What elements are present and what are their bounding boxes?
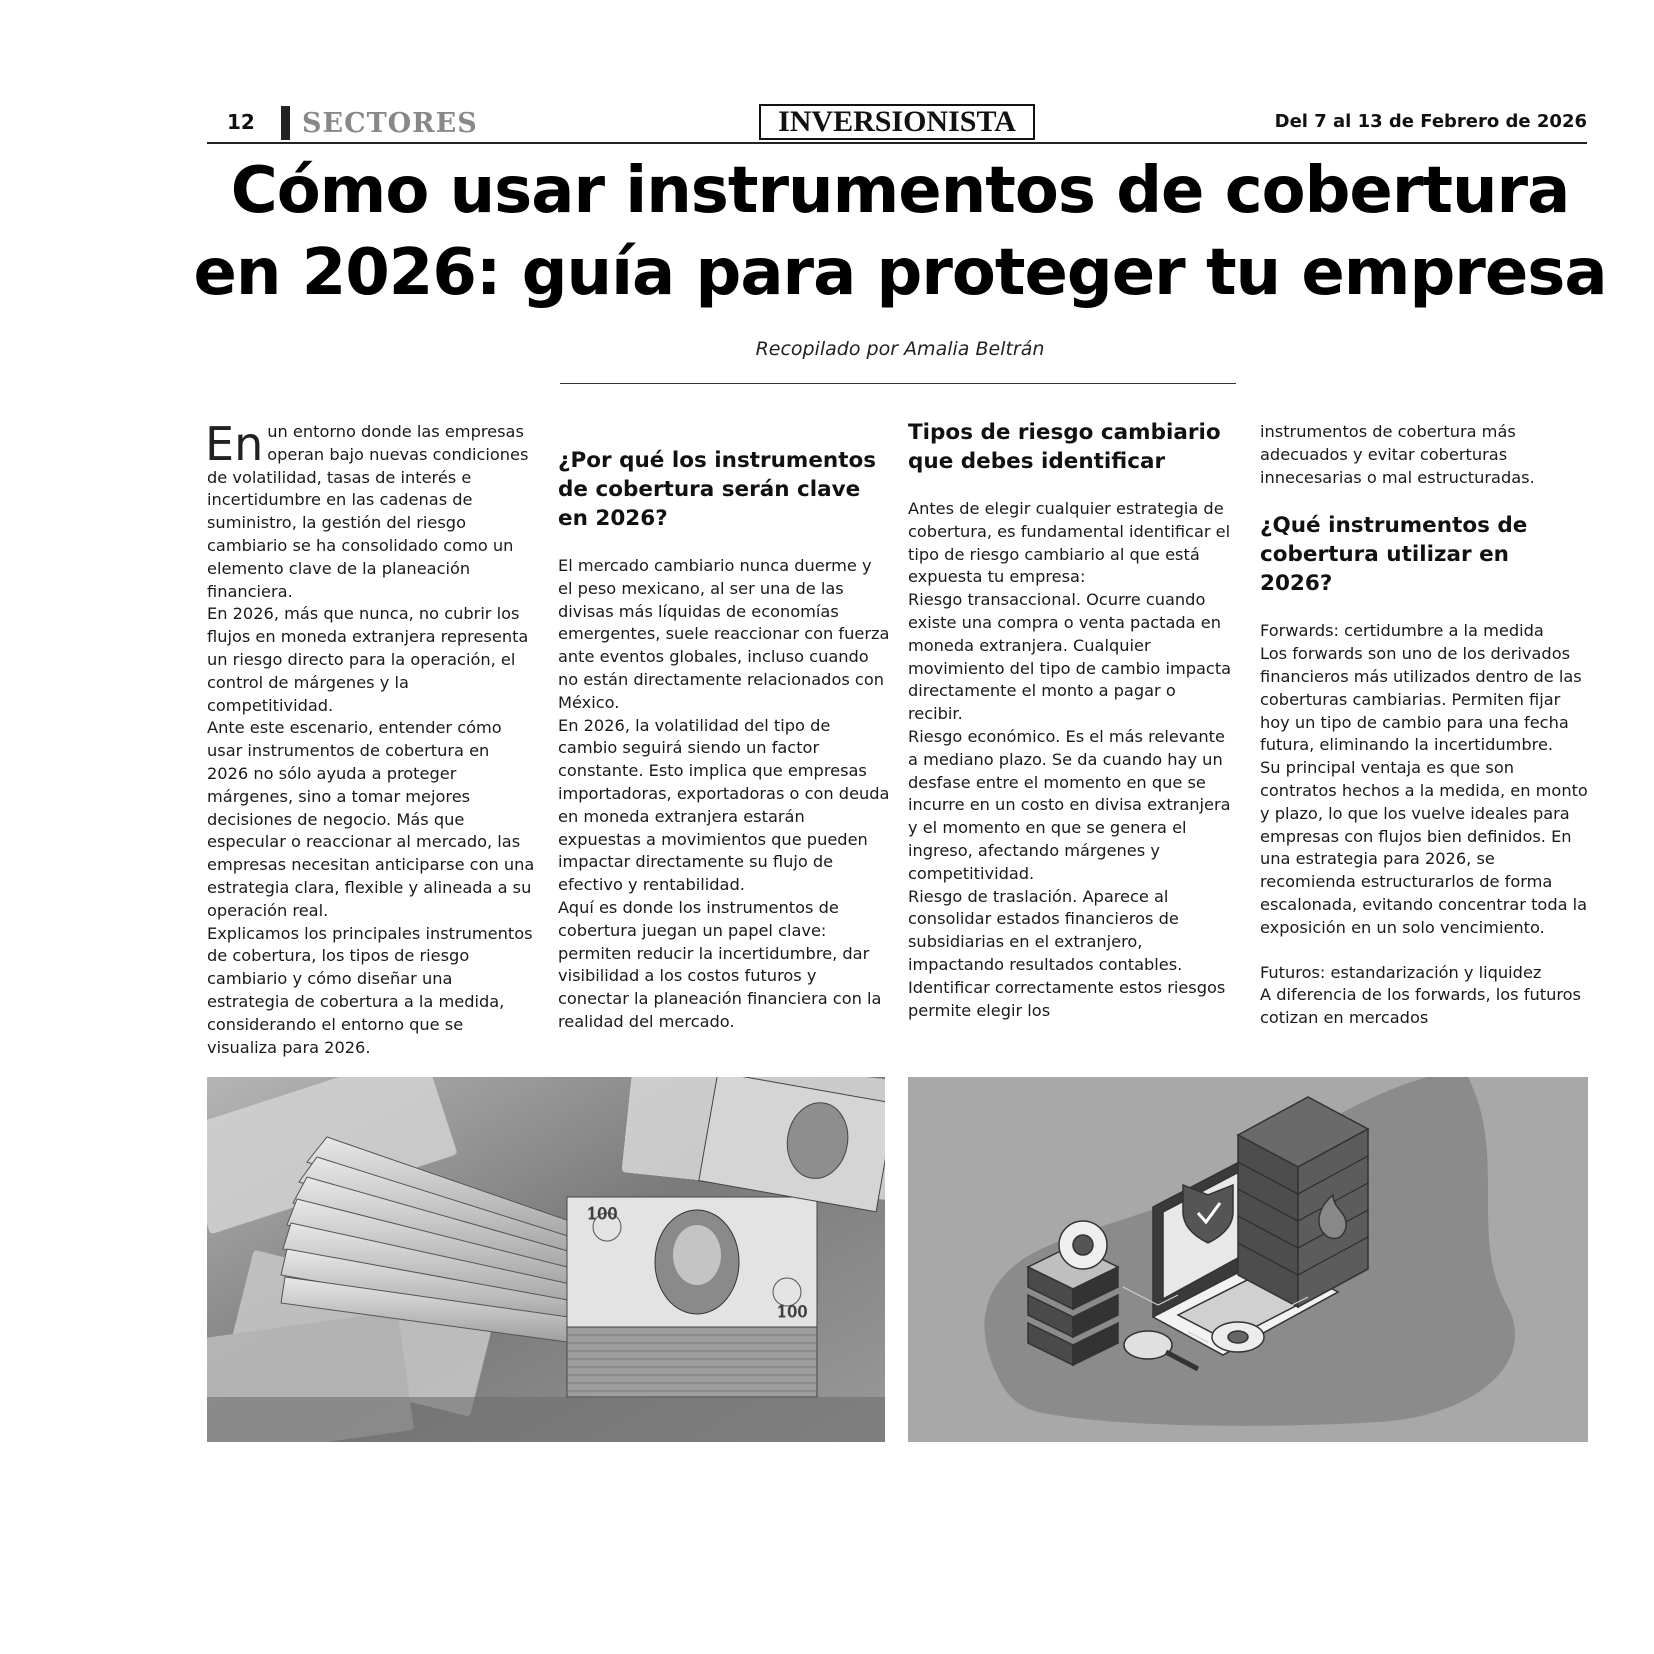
headline: Cómo usar instrumentos de cobertura en 2026: guía para proteger tu empresa xyxy=(193,154,1607,310)
subheading: ¿Por qué los instrumentos de cobertura serán clave en 2026? xyxy=(558,448,877,531)
masthead-logo: INVERSIONISTA xyxy=(759,104,1035,140)
paragraph: En 2026, más que nunca, no cubrir los flujos en moneda extranjera representa un riesgo directo para la operación, el control de márgenes y la competitividad. xyxy=(207,604,529,715)
issue-date: Del 7 al 13 de Febrero de 2026 xyxy=(1274,111,1587,132)
drop-cap: En xyxy=(205,417,264,471)
paragraph: Ante este escenario, entender cómo usar instrumentos de cobertura en 2026 no sólo ayuda a proteger márgenes, sino a tomar mejores decisiones de negocio. Más que especular o reaccionar al mercado, las empresas necesitan anticiparse con una estrategia clara, flexible y alineada a su operación real. xyxy=(207,718,535,920)
firewall-icon xyxy=(1238,1097,1368,1307)
paragraph: instrumentos de cobertura más adecuados y evitar coberturas innecesarias o mal estructuradas. xyxy=(1260,422,1535,487)
page-header xyxy=(207,106,1587,144)
byline-rule xyxy=(560,383,1236,384)
paragraph: Riesgo económico. Es el más relevante a mediano plazo. Se da cuando hay un desfase entre el momento en que se incurre en un costo en divisa extranjera y el momento en que se genera el ingreso, afectando márgenes y competitividad. xyxy=(908,726,1231,883)
section-name: SECTORES xyxy=(302,108,478,139)
paragraph: Aquí es donde los instrumentos de cobertura juegan un papel clave: permiten reducir la incertidumbre, dar visibilidad a los costos futuros y conectar la planeación financiera con la realidad del mercado. xyxy=(558,897,882,1031)
paragraph: Antes de elegir cualquier estrategia de cobertura, es fundamental identificar el tipo de riesgo cambiario al que está expuesta tu empresa: xyxy=(908,499,1231,587)
paragraph: Su principal ventaja es que son contratos hechos a la medida, en monto y plazo, lo que los vuelve ideales para empresas con flujos bien definidos. En una estrategia para 2026, se recomienda estructurarlos de forma escalonada, evitando concentrar toda la exposición en un solo vencimiento. xyxy=(1260,758,1588,937)
paragraph: Riesgo transaccional. Ocurre cuando existe una compra o venta pactada en moneda extranjera. Cualquier movimiento del tipo de cambio impacta directamente el monto a pagar o recibir. xyxy=(908,590,1232,724)
gear-icon xyxy=(1212,1322,1264,1352)
paragraph: Riesgo de traslación. Aparece al consolidar estados financieros de subsidiarias en el extranjero, impactando resultados contables. xyxy=(908,886,1183,974)
banknotes-icon xyxy=(207,1077,885,1442)
spacer xyxy=(1260,489,1588,511)
page-number: 12 xyxy=(227,110,255,134)
banknote-stack xyxy=(567,1197,817,1397)
svg-text:100: 100 xyxy=(587,1204,618,1223)
subheading: Tipos de riesgo cambiario que debes identificar xyxy=(908,420,1221,474)
byline: Recopilado por Amalia Beltrán xyxy=(755,338,1045,360)
subsection-title: Forwards: certidumbre a la medida xyxy=(1260,621,1544,641)
article-column-1 xyxy=(205,417,535,1059)
cybersecurity-illustration xyxy=(908,1077,1588,1442)
paragraph: un entorno donde las empresas operan bajo nuevas condiciones de volatilidad, tasas de interés e incertidumbre en las cadenas de suministro, la gestión del riesgo cambiario se ha consolidado como un elemento clave de la planeación financiera. xyxy=(207,422,529,601)
paragraph: A diferencia de los forwards, los futuros cotizan en mercados xyxy=(1260,985,1581,1028)
spacer xyxy=(558,533,890,555)
paragraph: Explicamos los principales instrumentos de cobertura, los tipos de riesgo cambiario y cómo diseñar una estrategia de cobertura a la medida, considerando el entorno que se visualiza para 2026. xyxy=(207,923,533,1057)
spacer xyxy=(1260,940,1588,962)
subheading: ¿Qué instrumentos de cobertura utilizar en 2026? xyxy=(1260,513,1528,597)
article-column-4 xyxy=(1260,421,1588,1030)
spacer xyxy=(1260,598,1588,620)
cybersecurity-icon xyxy=(908,1077,1588,1442)
article-column-2 xyxy=(558,446,890,1034)
paragraph: En 2026, la volatilidad del tipo de cambio seguirá siendo un factor constante. Esto implica que empresas importadoras, exportadoras o con deuda en moneda extranjera estarán expuestas a movimientos que pueden impactar directamente su flujo de efectivo y rentabilidad. xyxy=(558,715,890,895)
subsection-title: Futuros: estandarización y liquidez xyxy=(1260,962,1542,982)
paragraph: El mercado cambiario nunca duerme y el peso mexicano, al ser una de las divisas más líquidas de economías emergentes, suele reaccionar con fuerza ante eventos globales, incluso cuando no están directamente relacionados con México. xyxy=(558,556,890,712)
gear-icon xyxy=(1059,1221,1107,1269)
spacer xyxy=(908,476,1234,498)
section-bar xyxy=(281,106,290,140)
svg-text:100: 100 xyxy=(777,1302,808,1321)
banknotes-photo xyxy=(207,1077,885,1442)
paragraph: Los forwards son uno de los derivados financieros más utilizados dentro de las coberturas cambiarias. Permiten fijar hoy un tipo de cambio para una fecha futura, eliminando la incertidumbre. xyxy=(1260,644,1582,755)
article-column-3 xyxy=(908,418,1234,1022)
paragraph: Identificar correctamente estos riesgos permite elegir los xyxy=(908,977,1226,1020)
